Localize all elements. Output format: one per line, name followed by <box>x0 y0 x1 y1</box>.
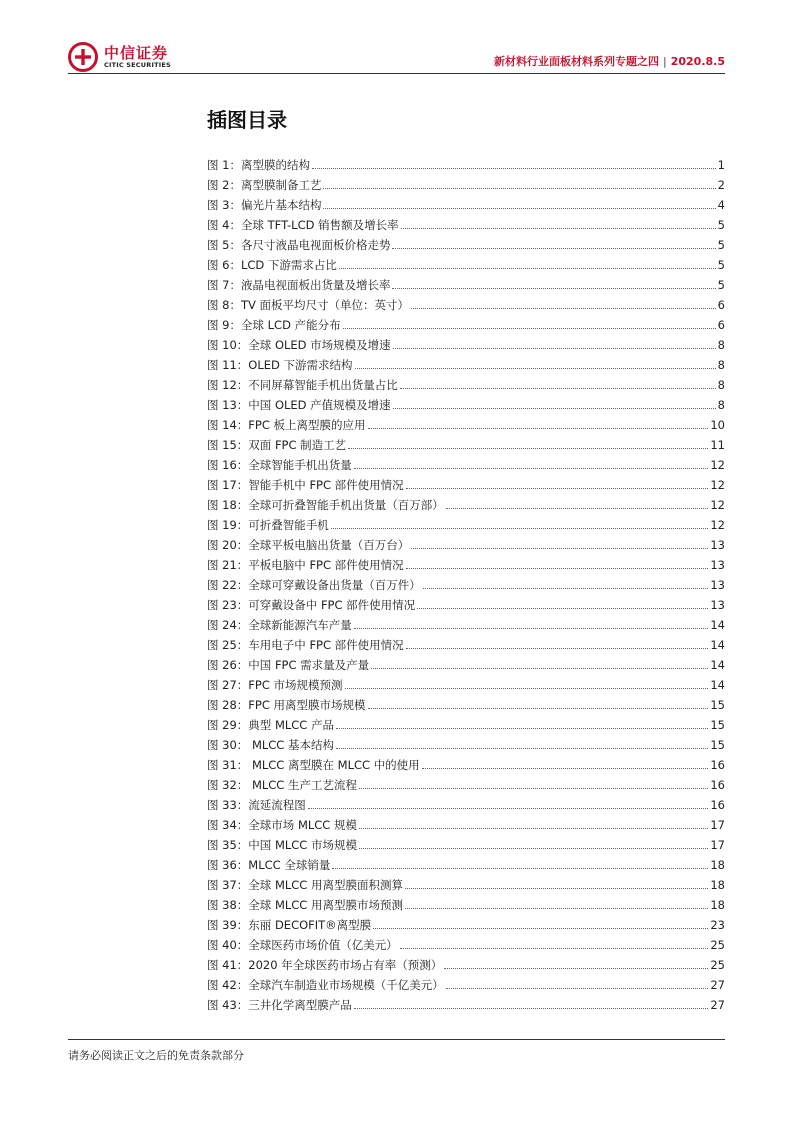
toc-entry[interactable] <box>207 355 725 375</box>
toc-entry[interactable] <box>207 635 725 655</box>
toc-entry-page: 27 <box>710 998 725 1012</box>
toc-entry[interactable] <box>207 395 725 415</box>
footer-disclaimer: 请务必阅读正文之后的免责条款部分 <box>68 1049 244 1062</box>
toc-entry-page: 12 <box>710 478 725 492</box>
toc-entry-page: 15 <box>710 698 725 712</box>
toc-entry-label: 图 36：MLCC 全球销量 <box>207 858 331 872</box>
toc-leader-dots <box>336 735 708 749</box>
toc-entry-label: 图 25：车用电子中 FPC 部件使用情况 <box>207 638 404 652</box>
toc-leader-dots <box>411 295 716 309</box>
toc-entry-page: 6 <box>717 298 725 312</box>
toc-leader-dots <box>422 755 709 769</box>
toc-entry[interactable] <box>207 715 725 735</box>
toc-entry-page: 1 <box>717 158 725 172</box>
toc-entry[interactable] <box>207 315 725 335</box>
toc-entry-label: 图 15：双面 FPC 制造工艺 <box>207 438 347 452</box>
toc-entry-page: 12 <box>710 518 725 532</box>
figure-list <box>207 155 725 1015</box>
toc-entry-page: 5 <box>717 278 725 292</box>
toc-leader-dots <box>400 375 716 389</box>
toc-entry-page: 8 <box>717 398 725 412</box>
toc-entry[interactable] <box>207 895 725 915</box>
toc-entry-page: 17 <box>710 818 725 832</box>
toc-entry[interactable] <box>207 415 725 435</box>
toc-entry-label: 图 10：全球 OLED 市场规模及增速 <box>207 338 391 352</box>
toc-leader-dots <box>373 915 708 929</box>
toc-leader-dots <box>339 255 716 269</box>
toc-entry-page: 18 <box>710 858 725 872</box>
toc-entry-label: 图 1：离型膜的结构 <box>207 158 310 172</box>
toc-entry-label: 图 7：液晶电视面板出货量及增长率 <box>207 278 391 292</box>
toc-entry-page: 16 <box>710 758 725 772</box>
toc-entry-page: 4 <box>717 198 725 212</box>
toc-entry-page: 14 <box>710 658 725 672</box>
toc-entry-page: 6 <box>717 318 725 332</box>
toc-entry[interactable] <box>207 655 725 675</box>
toc-entry[interactable] <box>207 155 725 175</box>
toc-entry-label: 图 6：LCD 下游需求占比 <box>207 258 337 272</box>
toc-entry-page: 23 <box>710 918 725 932</box>
toc-entry[interactable] <box>207 795 725 815</box>
toc-leader-dots <box>354 455 709 469</box>
toc-entry-label: 图 9：全球 LCD 产能分布 <box>207 318 341 332</box>
toc-entry[interactable] <box>207 995 725 1015</box>
toc-leader-dots <box>392 235 715 249</box>
toc-entry[interactable] <box>207 375 725 395</box>
toc-entry-label: 图 21：平板电脑中 FPC 部件使用情况 <box>207 558 404 572</box>
toc-leader-dots <box>393 395 716 409</box>
toc-leader-dots <box>411 535 708 549</box>
toc-entry-page: 13 <box>710 538 725 552</box>
toc-entry-label: 图 28：FPC 用离型膜市场规模 <box>207 698 366 712</box>
toc-entry-page: 16 <box>710 778 725 792</box>
toc-leader-dots <box>355 355 716 369</box>
toc-entry-page: 13 <box>710 598 725 612</box>
toc-entry[interactable] <box>207 815 725 835</box>
toc-entry[interactable] <box>207 495 725 515</box>
logo-chinese-name: 中信证券 <box>104 43 169 62</box>
toc-entry[interactable] <box>207 675 725 695</box>
toc-entry-label: 图 42：全球汽车制造业市场规模（千亿美元） <box>207 978 444 992</box>
toc-entry-page: 15 <box>710 738 725 752</box>
toc-entry[interactable] <box>207 875 725 895</box>
toc-leader-dots <box>331 515 709 529</box>
toc-entry[interactable] <box>207 455 725 475</box>
toc-entry[interactable] <box>207 755 725 775</box>
toc-entry-label: 图 5：各尺寸液晶电视面板价格走势 <box>207 238 391 252</box>
toc-leader-dots <box>417 595 708 609</box>
toc-entry-page: 17 <box>710 838 725 852</box>
toc-leader-dots <box>446 495 709 509</box>
citic-logo <box>68 40 171 74</box>
toc-leader-dots <box>348 435 708 449</box>
citic-emblem-icon <box>68 42 98 72</box>
toc-entry-page: 8 <box>717 338 725 352</box>
toc-entry-label: 图 31： MLCC 离型膜在 MLCC 中的使用 <box>207 758 420 772</box>
toc-entry-label: 图 37：全球 MLCC 用离型膜面积测算 <box>207 878 403 892</box>
toc-entry-label: 图 19：可折叠智能手机 <box>207 518 329 532</box>
toc-entry-label: 图 17：智能手机中 FPC 部件使用情况 <box>207 478 404 492</box>
toc-entry-page: 10 <box>710 418 725 432</box>
toc-entry-page: 8 <box>717 358 725 372</box>
logo-english-name: CITIC SECURITIES <box>104 60 171 69</box>
toc-entry-page: 12 <box>710 498 725 512</box>
header-separator: | <box>663 55 667 68</box>
toc-leader-dots <box>406 475 709 489</box>
toc-entry-page: 5 <box>717 238 725 252</box>
toc-entry-label: 图 24：全球新能源汽车产量 <box>207 618 352 632</box>
toc-entry[interactable] <box>207 475 725 495</box>
toc-leader-dots <box>393 335 716 349</box>
page-title: 插图目录 <box>207 108 287 132</box>
toc-entry[interactable] <box>207 435 725 455</box>
toc-entry-label: 图 23：可穿戴设备中 FPC 部件使用情况 <box>207 598 416 612</box>
toc-leader-dots <box>312 155 716 169</box>
toc-leader-dots <box>400 935 709 949</box>
toc-entry[interactable] <box>207 615 725 635</box>
toc-entry-label: 图 18：全球可折叠智能手机出货量（百万部） <box>207 498 444 512</box>
toc-entry-label: 图 38：全球 MLCC 用离型膜市场预测 <box>207 898 403 912</box>
toc-leader-dots <box>401 215 716 229</box>
toc-entry[interactable] <box>207 975 725 995</box>
toc-entry[interactable] <box>207 535 725 555</box>
toc-entry-label: 图 32： MLCC 生产工艺流程 <box>207 778 357 792</box>
toc-entry-page: 25 <box>710 958 725 972</box>
toc-leader-dots <box>444 955 708 969</box>
toc-leader-dots <box>446 975 709 989</box>
toc-entry-page: 15 <box>710 718 725 732</box>
toc-entry-label: 图 27：FPC 市场规模预测 <box>207 678 343 692</box>
toc-entry-label: 图 41：2020 年全球医药市场占有率（预测） <box>207 958 443 972</box>
toc-leader-dots <box>405 895 708 909</box>
toc-leader-dots <box>323 175 715 189</box>
toc-entry[interactable] <box>207 595 725 615</box>
footer-divider <box>68 1039 725 1040</box>
toc-entry-label: 图 12：不同屏幕智能手机出货量占比 <box>207 378 398 392</box>
toc-entry[interactable] <box>207 855 725 875</box>
toc-entry-label: 图 35：中国 MLCC 市场规模 <box>207 838 357 852</box>
toc-entry-page: 14 <box>710 638 725 652</box>
toc-leader-dots <box>345 675 709 689</box>
toc-entry-page: 25 <box>710 938 725 952</box>
toc-leader-dots <box>332 855 708 869</box>
toc-entry[interactable] <box>207 235 725 255</box>
toc-entry[interactable] <box>207 515 725 535</box>
toc-entry-label: 图 11：OLED 下游需求结构 <box>207 358 353 372</box>
toc-entry[interactable] <box>207 555 725 575</box>
report-date: 2020.8.5 <box>670 55 725 68</box>
toc-entry-label: 图 20：全球平板电脑出货量（百万台） <box>207 538 410 552</box>
toc-entry-page: 5 <box>717 218 725 232</box>
toc-leader-dots <box>423 575 709 589</box>
toc-entry[interactable] <box>207 735 725 755</box>
toc-leader-dots <box>368 415 709 429</box>
toc-leader-dots <box>368 695 709 709</box>
toc-entry-label: 图 16：全球智能手机出货量 <box>207 458 352 472</box>
toc-entry-label: 图 8：TV 面板平均尺寸（单位：英寸） <box>207 298 410 312</box>
toc-entry-page: 13 <box>710 558 725 572</box>
toc-entry[interactable] <box>207 175 725 195</box>
toc-entry[interactable] <box>207 835 725 855</box>
toc-entry[interactable] <box>207 935 725 955</box>
toc-entry[interactable] <box>207 695 725 715</box>
toc-entry-page: 27 <box>710 978 725 992</box>
toc-entry-label: 图 2：离型膜制备工艺 <box>207 178 322 192</box>
toc-entry[interactable] <box>207 955 725 975</box>
toc-leader-dots <box>405 875 708 889</box>
header-divider <box>68 73 725 74</box>
toc-entry[interactable] <box>207 775 725 795</box>
toc-leader-dots <box>323 195 715 209</box>
toc-entry-label: 图 39：东丽 DECOFIT®离型膜 <box>207 918 372 932</box>
toc-leader-dots <box>406 635 709 649</box>
toc-leader-dots <box>343 315 716 329</box>
toc-entry-label: 图 40：全球医药市场价值（亿美元） <box>207 938 398 952</box>
toc-leader-dots <box>359 775 708 789</box>
toc-entry-label: 图 4：全球 TFT-LCD 销售额及增长率 <box>207 218 399 232</box>
toc-entry-page: 18 <box>710 878 725 892</box>
toc-leader-dots <box>354 995 709 1009</box>
toc-entry-page: 18 <box>710 898 725 912</box>
report-header <box>494 53 725 69</box>
toc-entry-label: 图 29：典型 MLCC 产品 <box>207 718 334 732</box>
toc-entry-label: 图 3：偏光片基本结构 <box>207 198 322 212</box>
toc-entry-page: 8 <box>717 378 725 392</box>
toc-leader-dots <box>371 655 708 669</box>
toc-entry-page: 2 <box>717 178 725 192</box>
toc-entry-label: 图 14：FPC 板上离型膜的应用 <box>207 418 366 432</box>
toc-entry-page: 13 <box>710 578 725 592</box>
toc-entry[interactable] <box>207 335 725 355</box>
toc-entry[interactable] <box>207 915 725 935</box>
toc-entry-label: 图 33：流延流程图 <box>207 798 306 812</box>
toc-leader-dots <box>359 815 708 829</box>
toc-entry-page: 11 <box>710 438 725 452</box>
toc-entry-page: 5 <box>717 258 725 272</box>
toc-entry-label: 图 30： MLCC 基本结构 <box>207 738 334 752</box>
toc-leader-dots <box>406 555 709 569</box>
toc-leader-dots <box>308 795 709 809</box>
toc-entry[interactable] <box>207 295 725 315</box>
toc-leader-dots <box>354 615 709 629</box>
toc-entry-page: 14 <box>710 618 725 632</box>
toc-entry-page: 14 <box>710 678 725 692</box>
toc-leader-dots <box>336 715 708 729</box>
toc-entry-label: 图 34：全球市场 MLCC 规模 <box>207 818 357 832</box>
toc-entry-label: 图 26：中国 FPC 需求量及产量 <box>207 658 370 672</box>
report-title: 新材料行业面板材料系列专题之四 <box>494 55 659 68</box>
toc-entry[interactable] <box>207 215 725 235</box>
toc-entry-label: 图 22：全球可穿戴设备出货量（百万件） <box>207 578 421 592</box>
toc-entry-page: 12 <box>710 458 725 472</box>
toc-entry-page: 16 <box>710 798 725 812</box>
toc-leader-dots <box>359 835 708 849</box>
toc-entry[interactable] <box>207 195 725 215</box>
toc-entry-label: 图 13：中国 OLED 产值规模及增速 <box>207 398 391 412</box>
toc-entry-label: 图 43：三井化学离型膜产品 <box>207 998 352 1012</box>
toc-leader-dots <box>392 275 715 289</box>
toc-entry[interactable] <box>207 255 725 275</box>
toc-entry[interactable] <box>207 575 725 595</box>
toc-entry[interactable] <box>207 275 725 295</box>
